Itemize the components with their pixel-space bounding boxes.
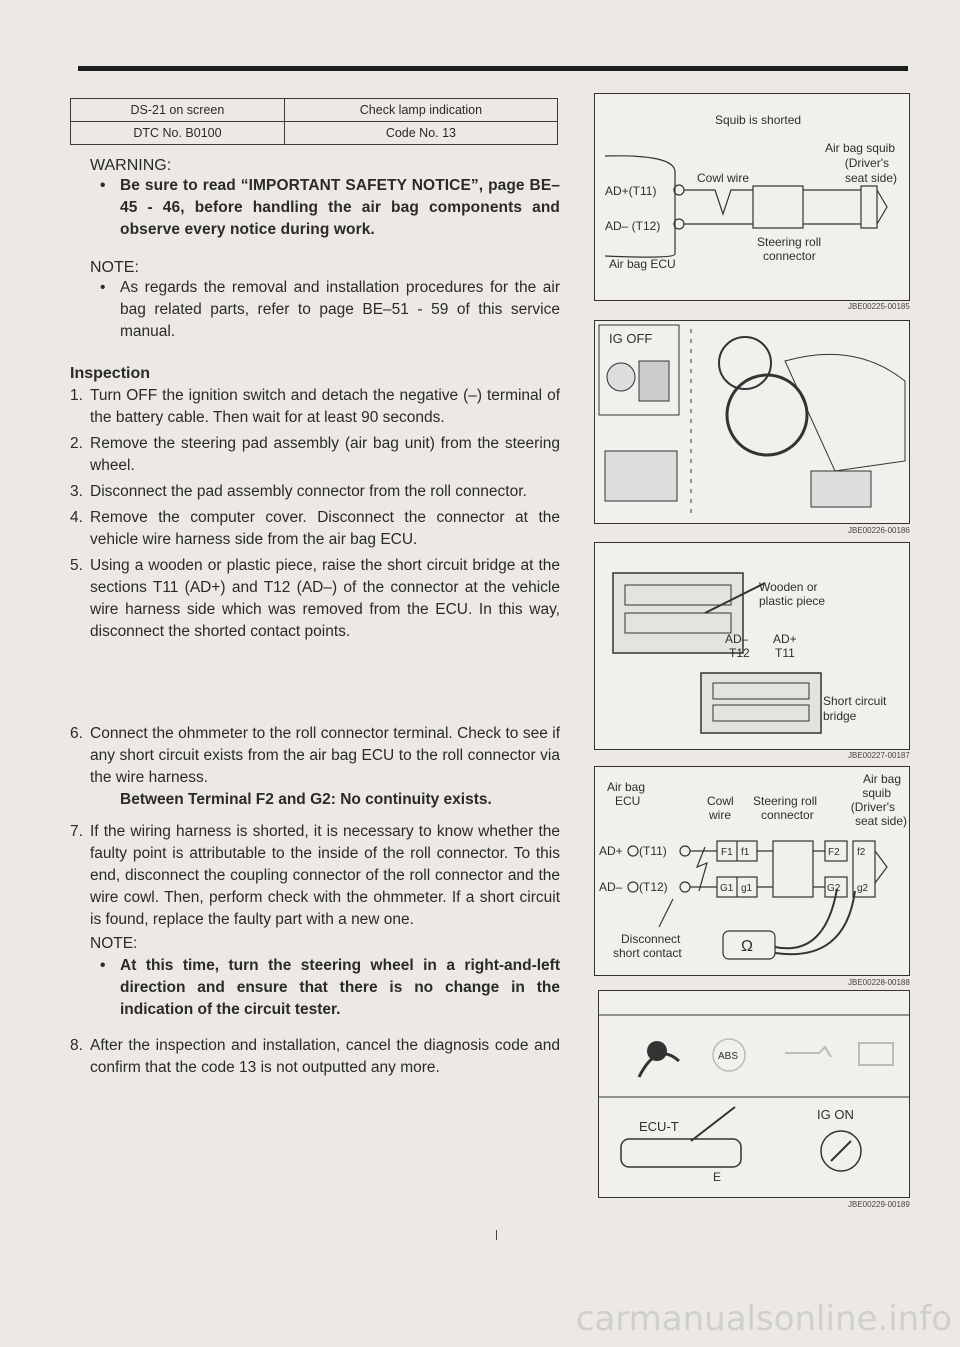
fig4-steering-1: Steering roll — [753, 794, 818, 808]
fig3-t12: T12 — [729, 646, 750, 660]
step-number: 7. — [70, 823, 83, 840]
squib-schematic — [595, 94, 909, 300]
fig1-steering-1: Steering roll — [757, 235, 822, 249]
ig-off-illustration — [595, 321, 909, 523]
step-note-text: • At this time, turn the steering wheel in a right-and-left direction and ensure that there is no change in the indication of the circuit tester. — [120, 955, 560, 1021]
fig4-g2s: g2 — [857, 883, 869, 894]
fig1-cowl: Cowl wire — [697, 171, 750, 185]
fig4-squib-4: seat side) — [854, 814, 907, 828]
step-item — [70, 481, 560, 503]
text-column — [70, 98, 560, 1083]
warning-text: • Be sure to read “IMPORTANT SAFETY NOTICE”, page BE–45 - 46, before handling the air bag components and observe every notice during work. — [120, 175, 560, 241]
fig4-cowl-2: wire — [709, 808, 732, 822]
step-item — [70, 433, 560, 477]
fig4-steering-2: connector — [761, 808, 814, 822]
step-text: Remove the computer cover. Disconnect the connector at the vehicle wire harness side from the air bag ECU. — [90, 509, 560, 548]
step-text: Disconnect the pad assembly connector from the roll connector. — [90, 483, 527, 500]
fig3-short-1: Short circuit — [823, 694, 887, 708]
header-table — [70, 98, 558, 145]
steering-wheel-icon — [727, 375, 807, 455]
bridge-connector — [701, 673, 821, 733]
e-label: E — [713, 1170, 722, 1184]
step-text: If the wiring harness is shorted, it is necessary to know whether the faulty point is attributable to the inside of the roll connector. To this end, disconnect the coupling connector of the roll connector and the wire cowl. Then, perform check with the ohmmeter. If a short circuit is found, replace the faulty part with a new one. — [90, 823, 560, 928]
figure-ig-on — [598, 990, 910, 1198]
step-number: 4. — [70, 509, 83, 526]
fig4-f2: F2 — [828, 847, 840, 858]
note-title: NOTE: — [90, 259, 139, 276]
key-slot-icon — [831, 1141, 851, 1161]
fig4-squib-2: squib — [862, 786, 891, 800]
fig3-short-2: bridge — [823, 709, 857, 723]
ig-off-label: IG OFF — [609, 331, 653, 346]
diagnosis-illustration — [599, 991, 909, 1197]
fig1-ad-plus: AD+(T11) — [605, 184, 657, 198]
step-number: 2. — [70, 435, 83, 452]
fig4-ad-minus: AD– — [599, 880, 623, 894]
engine-lamp-icon — [859, 1043, 893, 1065]
fig2-id: JBE00226-00186 — [848, 526, 910, 535]
fig1-squib-3: seat side) — [844, 171, 897, 185]
fig4-f2s: f2 — [857, 847, 866, 858]
fig4-cowl-1: Cowl — [707, 794, 734, 808]
fig4-squib-1: Air bag — [862, 772, 901, 786]
step-number: 8. — [70, 1037, 83, 1054]
ig-on-label: IG ON — [817, 1107, 854, 1122]
header-cell: DTC No. B0100 — [71, 122, 285, 145]
fig4-ecu-2: ECU — [615, 794, 641, 808]
figure-connector — [594, 542, 910, 750]
fig5-id: JBE00229-00189 — [848, 1200, 910, 1209]
step-number: 5. — [70, 557, 83, 574]
fig4-t12: (T12) — [639, 880, 668, 894]
step-number: 3. — [70, 483, 83, 500]
fig1-title: Squib is shorted — [715, 113, 802, 127]
ecut-label: ECU-T — [639, 1119, 679, 1134]
inspection-steps — [70, 385, 560, 1079]
fig1-steering-2: connector — [763, 249, 816, 263]
diagnosis-connector-icon — [621, 1139, 741, 1167]
fig1-id: JBE00225-00185 — [848, 302, 910, 311]
fig3-ad-minus: AD– — [725, 632, 749, 646]
step-item — [70, 555, 560, 643]
note-text: • As regards the removal and installation procedures for the air bag related parts, refer to page BE–51 - 59 of this service manual. — [120, 277, 560, 343]
ignition-key-icon — [607, 363, 635, 391]
step-item — [70, 723, 560, 811]
jumper-wire-icon — [691, 1107, 735, 1141]
fig4-g2: G2 — [827, 883, 841, 894]
top-rule — [78, 66, 908, 71]
figure-ig-off — [594, 320, 910, 524]
fig1-squib-1: Air bag squib — [824, 141, 895, 155]
fig3-id: JBE00227-00187 — [848, 751, 910, 760]
step-text: Turn OFF the ignition switch and detach the negative (–) terminal of the battery cable. Then wait for at least 90 seconds. — [90, 387, 560, 426]
fig4-ecu-1: Air bag — [607, 780, 646, 794]
warning-title: WARNING: — [90, 157, 172, 174]
figure-squib-shorted — [594, 93, 910, 301]
fig1-squib-2: (Driver's — [844, 156, 889, 170]
step-number: 1. — [70, 387, 83, 404]
fig4-disconnect-2: short contact — [613, 946, 682, 960]
ignition-switch-icon — [639, 361, 669, 401]
fig3-wooden-2: plastic piece — [759, 594, 826, 608]
step-text: Connect the ohmmeter to the roll connector terminal. Check to see if any short circuit exists from the air bag ECU to the roll connector via the wire harness. — [90, 725, 560, 786]
fig1-ecu: Air bag ECU — [609, 257, 676, 271]
abs-lamp-label: ABS — [718, 1051, 739, 1062]
fig4-g1: G1 — [720, 883, 734, 894]
step-text: Using a wooden or plastic piece, raise the short circuit bridge at the sections T11 (AD+) and T12 (AD–) of the connector at the vehicle wire harness side which was removed from the ECU. In this way, disconnect the shorted contact points. — [90, 557, 560, 640]
fig4-squib-3: (Driver's — [850, 800, 895, 814]
ohmmeter-schematic — [595, 767, 909, 975]
figure-ohmmeter — [594, 766, 910, 976]
fig3-ad-plus: AD+ — [773, 632, 797, 646]
fig4-ad-plus: AD+ — [599, 844, 623, 858]
oil-lamp-icon — [785, 1047, 831, 1057]
inspection-title: Inspection — [70, 365, 151, 382]
fig4-f1s: f1 — [741, 847, 750, 858]
ohmmeter-icon: Ω — [741, 938, 753, 955]
fig3-t11: T11 — [775, 646, 795, 660]
step-number: 6. — [70, 725, 83, 742]
fig4-id: JBE00228-00188 — [848, 978, 910, 987]
page-mark — [496, 1230, 497, 1240]
fig4-f1: F1 — [721, 847, 733, 858]
step-item — [70, 821, 560, 1021]
connector-illustration — [595, 543, 909, 749]
header-cell: DS-21 on screen — [71, 99, 285, 122]
battery-icon — [605, 451, 677, 501]
fig4-t11: (T11) — [639, 844, 667, 858]
fig4-disconnect-1: Disconnect — [621, 932, 681, 946]
console-icon — [811, 471, 871, 507]
airbag-warning-lamp-icon — [647, 1041, 667, 1061]
step-text: After the inspection and installation, cancel the diagnosis code and confirm that the code 13 is not outputted any more. — [90, 1037, 560, 1076]
fig1-ad-minus: AD– (T12) — [605, 219, 661, 233]
step-item — [70, 1035, 560, 1079]
step-item — [70, 507, 560, 551]
step-text: Remove the steering pad assembly (air bag unit) from the steering wheel. — [90, 435, 560, 474]
dashboard-icon — [785, 354, 905, 471]
continuity-check: Between Terminal F2 and G2: No continuity exists. — [120, 791, 492, 808]
fig4-g1s: g1 — [741, 883, 753, 894]
step-item — [70, 385, 560, 429]
watermark: carmanualsonline.info — [575, 1299, 952, 1339]
step-note-title: NOTE: — [90, 935, 138, 952]
header-cell: Check lamp indication — [284, 99, 557, 122]
header-cell: Code No. 13 — [284, 122, 557, 145]
fig3-wooden-1: Wooden or — [759, 580, 818, 594]
